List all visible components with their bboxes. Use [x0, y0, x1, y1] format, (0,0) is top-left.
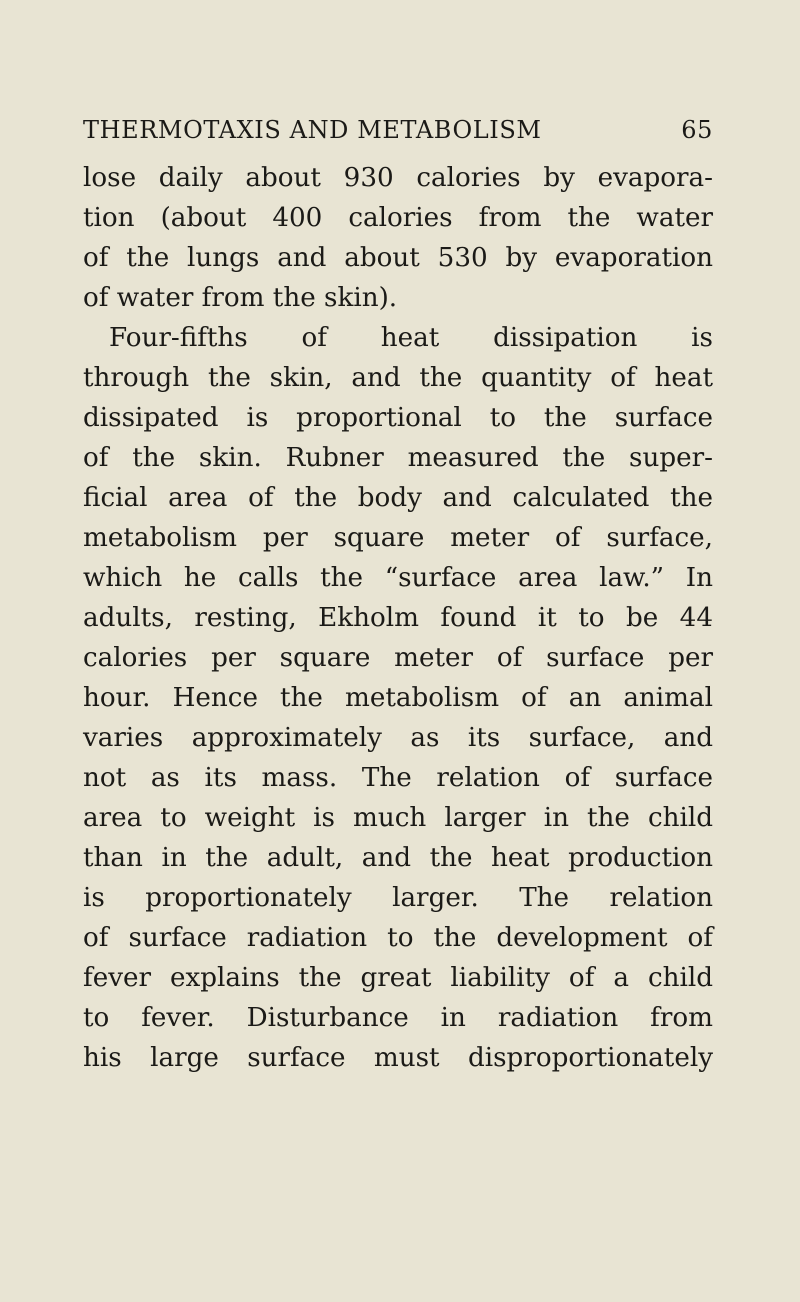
text-line: area to weight is much larger in the child [83, 803, 713, 833]
page-number: 65 [681, 116, 713, 144]
text-line: lose daily about 930 calories by evapora- [83, 163, 713, 193]
text-line: of the lungs and about 530 by evaporation [83, 243, 713, 273]
text-line: his large surface must disproportionately [83, 1043, 713, 1073]
text-line: to fever. Disturbance in radiation from [83, 1003, 713, 1033]
text-line: of surface radiation to the development of [83, 923, 713, 953]
text-line: is proportionately larger. The relation [83, 883, 713, 913]
paragraph-first-line: Four-fifths of heat dissipation is [109, 323, 713, 353]
text-line: varies approximately as its surface, and [83, 723, 713, 753]
text-line: than in the adult, and the heat production [83, 843, 713, 873]
text-line: of the skin. Rubner measured the super- [83, 443, 713, 473]
text-line: fever explains the great liability of a child [83, 963, 713, 993]
text-line: through the skin, and the quantity of heat [83, 363, 713, 393]
running-title: THERMOTAXIS AND METABOLISM [83, 116, 542, 144]
body-text [83, 158, 713, 1078]
text-line: tion (about 400 calories from the water [83, 203, 713, 233]
text-line: ficial area of the body and calculated the [83, 483, 713, 513]
text-line: of water from the skin). [83, 283, 398, 313]
text-line: calories per square meter of surface per [83, 643, 713, 673]
text-line: dissipated is proportional to the surface [83, 403, 713, 433]
text-line: adults, resting, Ekholm found it to be 44 [83, 603, 713, 633]
text-line: hour. Hence the metabolism of an animal [83, 683, 713, 713]
text-line: metabolism per square meter of surface, [83, 523, 713, 553]
text-line: which he calls the “surface area law.” In [83, 563, 713, 593]
text-line: not as its mass. The relation of surface [83, 763, 713, 793]
running-head [83, 116, 713, 152]
